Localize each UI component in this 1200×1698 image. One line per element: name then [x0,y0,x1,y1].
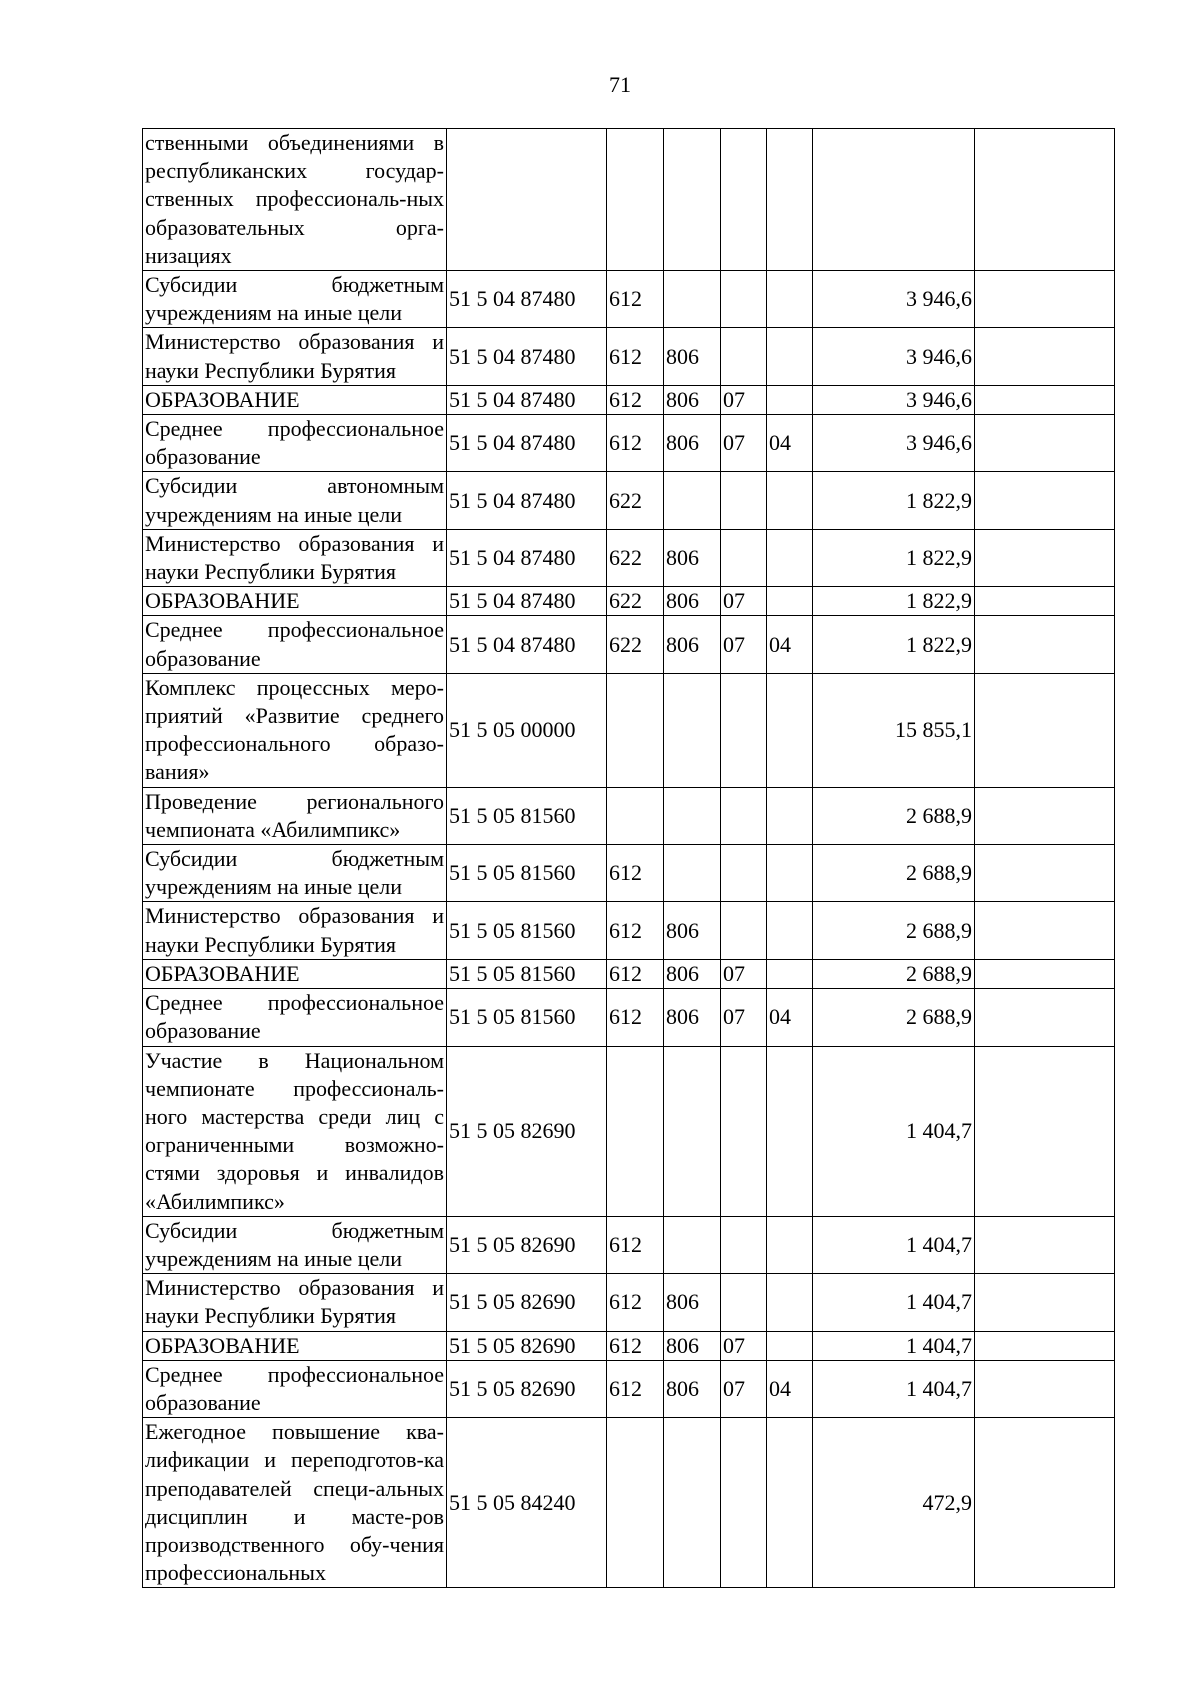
row-empty-cell [975,1418,1115,1588]
row-expense-type-cell [607,1046,664,1216]
table-row [143,787,1115,844]
row-subsection-cell [767,1418,813,1588]
row-name-cell: Субсидии бюджетным учреждениям на иные цели [143,845,447,902]
row-administrator-cell [664,129,721,271]
row-amount-cell: 1 822,9 [813,529,975,586]
row-amount-cell: 1 822,9 [813,472,975,529]
row-administrator-cell [664,1216,721,1273]
row-section-cell: 07 [721,415,767,472]
row-name-cell: Субсидии бюджетным учреждениям на иные цели [143,1216,447,1273]
row-expense-type-cell: 612 [607,845,664,902]
row-administrator-cell: 806 [664,328,721,385]
row-empty-cell [975,902,1115,959]
row-empty-cell [975,673,1115,787]
row-empty-cell [975,616,1115,673]
row-section-cell: 07 [721,959,767,988]
row-empty-cell [975,959,1115,988]
table-row [143,415,1115,472]
table-row [143,673,1115,787]
row-subsection-cell [767,328,813,385]
row-amount-cell: 3 946,6 [813,328,975,385]
row-subsection-cell [767,587,813,616]
row-expense-type-cell: 612 [607,1216,664,1273]
row-empty-cell [975,472,1115,529]
table-body [143,129,1115,1588]
row-expense-type-cell: 612 [607,415,664,472]
row-code-cell: 51 5 04 87480 [447,587,607,616]
table-row [143,959,1115,988]
row-section-cell [721,472,767,529]
row-subsection-cell [767,673,813,787]
row-section-cell [721,1418,767,1588]
row-name-cell: Министерство образования и науки Республики Бурятия [143,902,447,959]
row-subsection-cell [767,472,813,529]
table-row [143,1274,1115,1331]
row-expense-type-cell: 622 [607,472,664,529]
row-section-cell [721,787,767,844]
row-administrator-cell: 806 [664,1274,721,1331]
row-administrator-cell: 806 [664,529,721,586]
row-name-cell: Участие в Национальном чемпионате профессиональ-ного мастерства среди лиц с ограниченными возможно-стями здоровья и инвалидов «Абилимпикс» [143,1046,447,1216]
row-code-cell [447,129,607,271]
table-row [143,1216,1115,1273]
row-expense-type-cell: 612 [607,902,664,959]
row-name-cell: Среднее профессиональное образование [143,1360,447,1417]
row-expense-type-cell: 612 [607,989,664,1046]
row-name-cell: Субсидии бюджетным учреждениям на иные цели [143,271,447,328]
row-section-cell [721,673,767,787]
table-row [143,472,1115,529]
row-subsection-cell [767,129,813,271]
row-code-cell: 51 5 05 81560 [447,902,607,959]
table-row [143,989,1115,1046]
row-expense-type-cell: 622 [607,529,664,586]
row-subsection-cell [767,1046,813,1216]
row-name-cell: Комплекс процессных меро-приятий «Развитие среднего профессионального образо-вания» [143,673,447,787]
row-subsection-cell [767,845,813,902]
row-section-cell: 07 [721,616,767,673]
row-empty-cell [975,385,1115,414]
row-code-cell: 51 5 04 87480 [447,271,607,328]
page-number: 71 [609,72,631,97]
row-name-cell: ственными объединениями в республиканских государ-ственных профессиональ-ных образовательных орга-низациях [143,129,447,271]
row-empty-cell [975,1274,1115,1331]
row-subsection-cell: 04 [767,415,813,472]
row-amount-cell: 3 946,6 [813,385,975,414]
row-amount-cell: 3 946,6 [813,415,975,472]
table-row [143,129,1115,271]
table-row [143,1331,1115,1360]
row-amount-cell: 1 822,9 [813,616,975,673]
row-amount-cell: 1 404,7 [813,1331,975,1360]
row-code-cell: 51 5 05 82690 [447,1274,607,1331]
row-expense-type-cell: 612 [607,271,664,328]
row-section-cell: 07 [721,385,767,414]
row-expense-type-cell [607,673,664,787]
row-subsection-cell [767,529,813,586]
row-amount-cell: 15 855,1 [813,673,975,787]
budget-table [142,128,1115,1588]
row-code-cell: 51 5 04 87480 [447,616,607,673]
row-name-cell: ОБРАЗОВАНИЕ [143,587,447,616]
row-name-cell: Проведение регионального чемпионата «Абилимпикс» [143,787,447,844]
row-name-cell: ОБРАЗОВАНИЕ [143,959,447,988]
table-row [143,271,1115,328]
row-section-cell [721,845,767,902]
row-name-cell: Министерство образования и науки Республики Бурятия [143,529,447,586]
row-code-cell: 51 5 04 87480 [447,415,607,472]
row-amount-cell: 1 404,7 [813,1216,975,1273]
row-subsection-cell [767,1216,813,1273]
row-expense-type-cell [607,1418,664,1588]
table-row [143,385,1115,414]
row-administrator-cell: 806 [664,902,721,959]
row-name-cell: Министерство образования и науки Республики Бурятия [143,1274,447,1331]
row-section-cell [721,902,767,959]
row-code-cell: 51 5 05 82690 [447,1360,607,1417]
row-administrator-cell: 806 [664,616,721,673]
row-subsection-cell [767,385,813,414]
row-amount-cell [813,129,975,271]
row-name-cell: ОБРАЗОВАНИЕ [143,385,447,414]
row-empty-cell [975,845,1115,902]
row-administrator-cell [664,1046,721,1216]
row-administrator-cell: 806 [664,1331,721,1360]
row-empty-cell [975,1360,1115,1417]
row-administrator-cell [664,673,721,787]
row-expense-type-cell: 612 [607,959,664,988]
table-row [143,616,1115,673]
row-amount-cell: 2 688,9 [813,959,975,988]
row-code-cell: 51 5 05 81560 [447,959,607,988]
row-expense-type-cell: 612 [607,1274,664,1331]
table-row [143,529,1115,586]
row-code-cell: 51 5 04 87480 [447,385,607,414]
row-section-cell [721,328,767,385]
row-code-cell: 51 5 05 82690 [447,1046,607,1216]
row-amount-cell: 1 404,7 [813,1360,975,1417]
row-subsection-cell [767,902,813,959]
table-row [143,902,1115,959]
row-code-cell: 51 5 05 84240 [447,1418,607,1588]
row-subsection-cell [767,1274,813,1331]
row-empty-cell [975,1046,1115,1216]
table-row [143,845,1115,902]
row-name-cell: Среднее профессиональное образование [143,616,447,673]
row-amount-cell: 1 404,7 [813,1274,975,1331]
row-expense-type-cell: 622 [607,587,664,616]
row-empty-cell [975,271,1115,328]
row-administrator-cell [664,271,721,328]
row-empty-cell [975,787,1115,844]
row-expense-type-cell: 622 [607,616,664,673]
row-expense-type-cell: 612 [607,328,664,385]
row-subsection-cell: 04 [767,616,813,673]
row-expense-type-cell: 612 [607,1360,664,1417]
row-administrator-cell [664,1418,721,1588]
row-subsection-cell: 04 [767,1360,813,1417]
row-empty-cell [975,415,1115,472]
table-row [143,1046,1115,1216]
row-name-cell: Министерство образования и науки Республики Бурятия [143,328,447,385]
row-administrator-cell [664,472,721,529]
row-code-cell: 51 5 05 81560 [447,989,607,1046]
row-code-cell: 51 5 05 82690 [447,1216,607,1273]
row-expense-type-cell [607,129,664,271]
row-section-cell [721,529,767,586]
row-empty-cell [975,129,1115,271]
row-expense-type-cell [607,787,664,844]
row-empty-cell [975,328,1115,385]
row-amount-cell: 2 688,9 [813,989,975,1046]
row-amount-cell: 2 688,9 [813,902,975,959]
row-subsection-cell [767,959,813,988]
row-name-cell: Среднее профессиональное образование [143,989,447,1046]
row-section-cell: 07 [721,1331,767,1360]
row-subsection-cell [767,787,813,844]
row-code-cell: 51 5 05 81560 [447,845,607,902]
row-code-cell: 51 5 05 82690 [447,1331,607,1360]
row-name-cell: Среднее профессиональное образование [143,415,447,472]
row-expense-type-cell: 612 [607,1331,664,1360]
row-code-cell: 51 5 05 81560 [447,787,607,844]
row-section-cell [721,1046,767,1216]
row-empty-cell [975,1216,1115,1273]
row-code-cell: 51 5 04 87480 [447,529,607,586]
row-amount-cell: 2 688,9 [813,845,975,902]
row-administrator-cell: 806 [664,415,721,472]
row-name-cell: Ежегодное повышение ква-лификации и переподготов-ка преподавателей специ-альных дисциплин и масте-ров производственного обу-чения профессиональных [143,1418,447,1588]
row-administrator-cell: 806 [664,959,721,988]
row-amount-cell: 1 822,9 [813,587,975,616]
row-subsection-cell [767,1331,813,1360]
table-row [143,1360,1115,1417]
row-subsection-cell [767,271,813,328]
row-code-cell: 51 5 04 87480 [447,328,607,385]
row-amount-cell: 1 404,7 [813,1046,975,1216]
row-section-cell: 07 [721,1360,767,1417]
table-row [143,587,1115,616]
row-administrator-cell: 806 [664,1360,721,1417]
table-row [143,328,1115,385]
row-section-cell [721,1216,767,1273]
row-administrator-cell: 806 [664,385,721,414]
row-empty-cell [975,529,1115,586]
row-section-cell [721,129,767,271]
row-code-cell: 51 5 05 00000 [447,673,607,787]
row-administrator-cell [664,787,721,844]
table-row [143,1418,1115,1588]
row-subsection-cell: 04 [767,989,813,1046]
row-administrator-cell: 806 [664,587,721,616]
row-amount-cell: 2 688,9 [813,787,975,844]
row-administrator-cell: 806 [664,989,721,1046]
row-empty-cell [975,587,1115,616]
row-administrator-cell [664,845,721,902]
row-empty-cell [975,1331,1115,1360]
row-name-cell: Субсидии автономным учреждениям на иные цели [143,472,447,529]
row-amount-cell: 3 946,6 [813,271,975,328]
row-empty-cell [975,989,1115,1046]
row-expense-type-cell: 612 [607,385,664,414]
row-section-cell [721,1274,767,1331]
row-name-cell: ОБРАЗОВАНИЕ [143,1331,447,1360]
row-amount-cell: 472,9 [813,1418,975,1588]
row-section-cell [721,271,767,328]
row-code-cell: 51 5 04 87480 [447,472,607,529]
row-section-cell: 07 [721,989,767,1046]
row-section-cell: 07 [721,587,767,616]
